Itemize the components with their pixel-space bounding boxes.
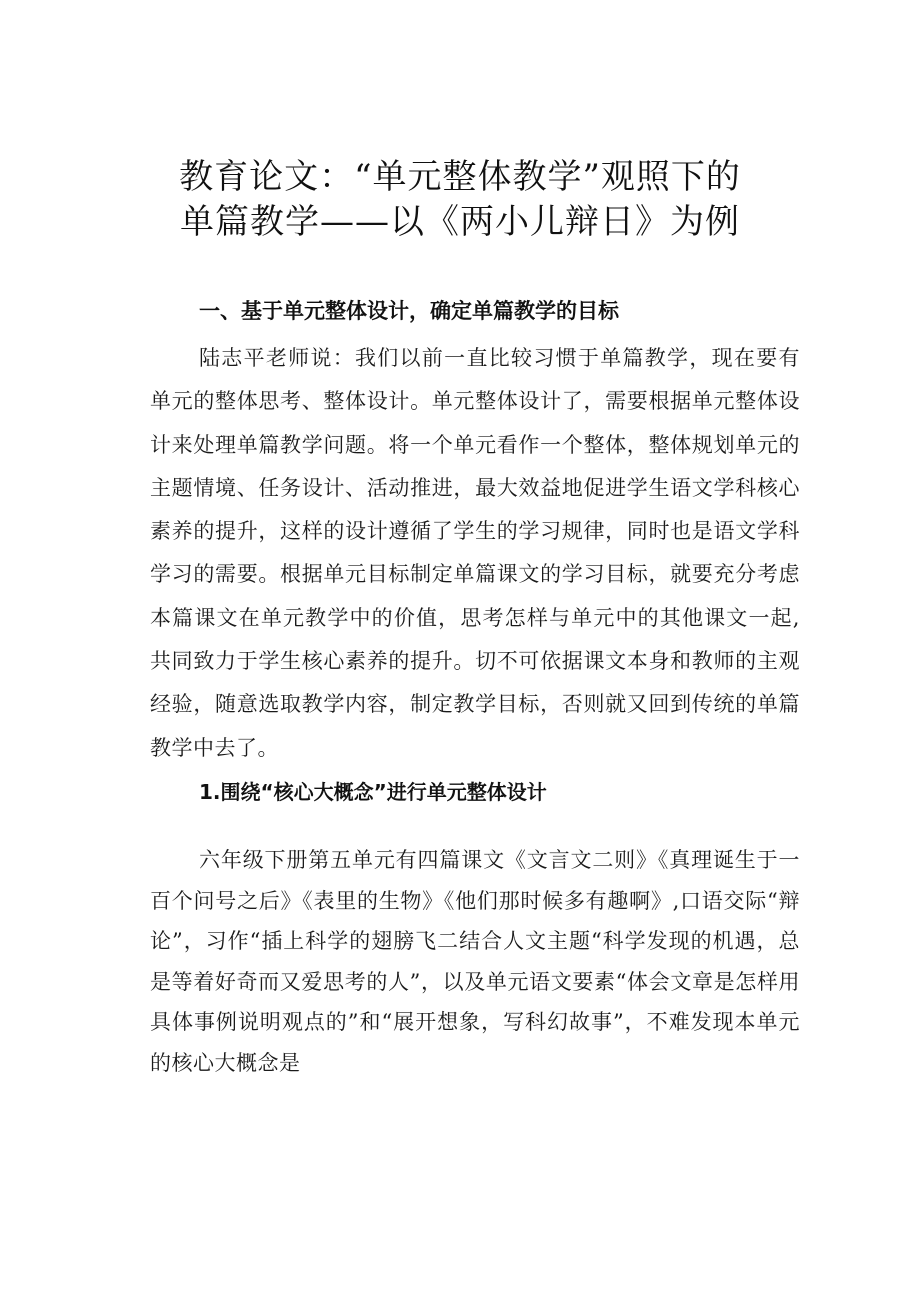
subsection-1-heading: 1.围绕“核心大概念”进行单元整体设计: [199, 780, 547, 804]
paragraph-2: 六年级下册第五单元有四篇课文《文言文二则》《真理诞生于一百个问号之后》《表里的生物》《他们那时候多有趣啊》,口语交际“辩论”，习作“插上科学的翅膀飞二结合人文主题“科学发现的机遇，总是等着好奇而又爱思考的人”，以及单元语文要素“体会文章是怎样用具体事例说明观点的”和“展开想象，写科幻故事”，不难发现本单元的核心大概念是: [150, 848, 800, 1075]
document-title-line-1: 教育论文：“单元整体教学”观照下的: [179, 157, 741, 197]
paragraph-1: 陆志平老师说：我们以前一直比较习惯于单篇教学，现在要有单元的整体思考、整体设计。单元整体设计了，需要根据单元整体设计来处理单篇教学问题。将一个单元看作一个整体，整体规划单元的主题情境、任务设计、活动推进，最大效益地促进学生语文学科核心素养的提升，这样的设计遵循了学生的学习规律，同时也是语文学科学习的需要。根据单元目标制定单篇课文的学习目标，就要充分考虑本篇课文在单元教学中的价值，思考怎样与单元中的其他课文一起,共同致力于学生核心素养的提升。切不可依据课文本身和教师的主观经验，随意选取教学内容，制定教学目标，否则就又回到传统的单篇教学中去了。: [150, 346, 800, 760]
document-title-line-2: 单篇教学——以《两小儿辩日》为例: [180, 202, 740, 242]
section-1-heading: 一、基于单元整体设计，确定单篇教学的目标: [199, 299, 619, 323]
